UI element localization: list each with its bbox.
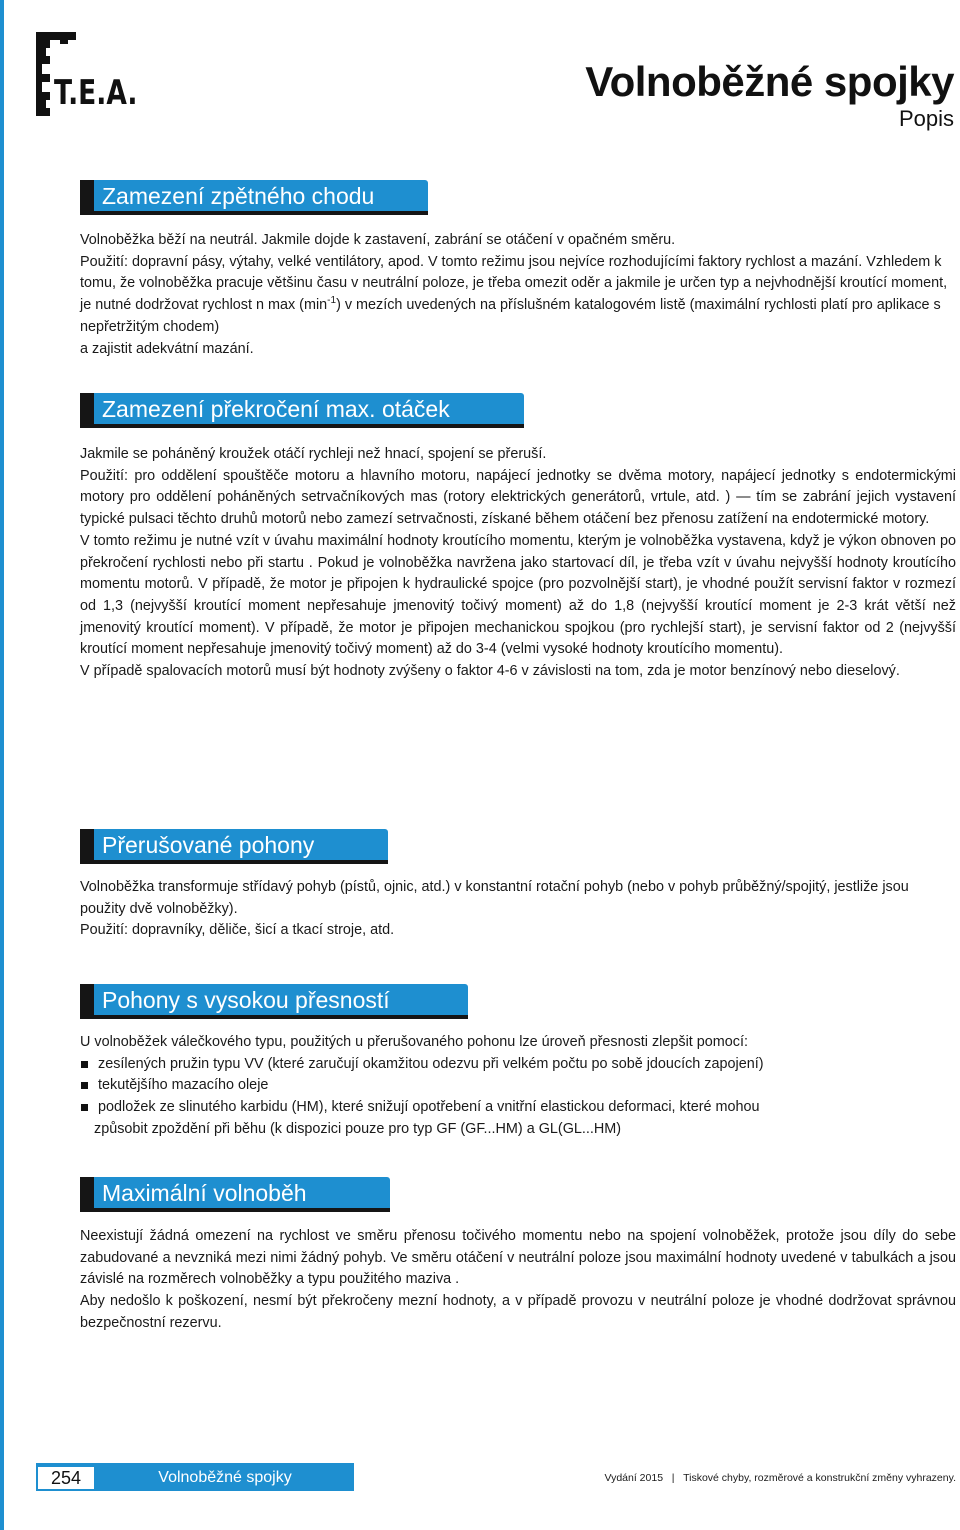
paragraph: Volnoběžka běží na neutrál. Jakmile dojde k zastavení, zabrání se otáčení v opačném směru. bbox=[80, 232, 676, 248]
section-heading-label: Přerušované pohony bbox=[102, 832, 315, 858]
page-subtitle: Popis bbox=[898, 106, 954, 131]
section-heading-label: Zamezení překročení max. otáček bbox=[102, 396, 450, 422]
section-heading-label: Maximální volnoběh bbox=[102, 1180, 307, 1206]
list-item: zesílených pružin typu VV (které zaručují okamžitou odezvu při velkém počtu po sobě jdoucích zapojení) bbox=[80, 1054, 956, 1076]
bullet-list bbox=[80, 1054, 956, 1141]
paragraph: Neexistují žádná omezení na rychlost ve směru přenosu točivého momentu nebo na spojení volnoběžek, protože jsou díly do sebe zabudované a nevzniká mezi nimi žádný pohyb. Ve směru otáčení v neutrální poloze jsou maximální hodnoty uvedené v tabulkách a jsou závislé na rozměrech volnoběžky a typu použitého maziva . bbox=[80, 1228, 956, 1288]
section-4-body bbox=[80, 1032, 956, 1141]
paragraph: Použití: pro oddělení spouštěče motoru a hlavního motoru, napájecí jednotky se dvěma motory, napájecí jednotky s endotermickými motory pro oddělení poháněných setrvačníkových mas (rotory elektrických generátorů, vrtule, atd. ) — tím se zabrání jejich vystavení typické pulsaci těchto druhů motorů nebo zamezí setrvačnosti, získané během otáčení bez přenosu zatížení na endotermické motory. bbox=[80, 467, 956, 528]
section-5-body bbox=[80, 1226, 956, 1335]
page-number: 254 bbox=[36, 1465, 96, 1491]
company-logo bbox=[32, 30, 144, 120]
paragraph: V případě spalovacích motorů musí být hodnoty zvýšeny o faktor 4-6 v závislosti na tom, zda je motor benzínový nebo dieselový. bbox=[80, 663, 900, 680]
paragraph: Volnoběžka transformuje střídavý pohyb (pístů, ojnic, atd.) v konstantní rotační pohyb (nebo v pohyb průběžný/spojitý, jestliže jsou použity dvě volnoběžky). bbox=[80, 879, 909, 917]
footer-note: Vydání 2015 | Tiskové chyby, rozměrové a konstrukční změny vyhrazeny. bbox=[604, 1472, 956, 1484]
left-edge-rule bbox=[0, 0, 4, 1530]
paragraph: Aby nedošlo k poškození, nesmí být překročeny mezní hodnoty, a v případě provozu v neutrální poloze je vhodné dodržovat správnou bezpečnostní rezervu. bbox=[80, 1293, 956, 1331]
paragraph: Použití: dopravní pásy, výtahy, velké ventilátory, apod. V tomto režimu jsou nejvíce rozhodujícími faktory rychlost a mazání. Vzhledem k tomu, že volnoběžka pracuje většinu času v neutrální poloze, je třeba omezit oděr a jakmile je určen typ a nejvhodnější kroutící moment, je nutné dodržovat rychlost n $\max (\min^{-1})$ v mezích uvedených na příslušném katalogovém listě (maximální rychlosti platí pro aplikace s nepřetržitým chodem) bbox=[80, 253, 948, 335]
paragraph: a zajistit adekvátní mazání. bbox=[80, 340, 254, 357]
bullet-square-icon bbox=[81, 1061, 88, 1068]
bullet-square-icon bbox=[81, 1104, 88, 1111]
section-3-body bbox=[80, 877, 956, 942]
list-item-continuation: způsobit zpoždění při běhu (k dispozici pouze pro typ GF (GF...HM) a GL(GL...HM) bbox=[94, 1120, 622, 1137]
list-item: tekutějšího mazacího oleje bbox=[80, 1075, 956, 1097]
paragraph: Jakmile se poháněný kroužek otáčí rychleji než hnací, spojení se přeruší. bbox=[80, 446, 547, 462]
logo-text: T.E.A. bbox=[54, 73, 138, 113]
section-heading-label: Pohony s vysokou přesností bbox=[102, 987, 390, 1013]
paragraph: V tomto režimu je nutné vzít v úvahu maximální hodnoty kroutícího momentu, kterým je volnoběžka vystavena, když je výkon obnoven po překročení rychlosti nebo při startu . Pokud je volnoběžka navržena jako startovací díl, je třeba vzít v úvahu nejvyšší hodnoty kroutícího momentu motorů. V případě, že motor je připojen k hydraulické spojce (pro pozvolnější start), je vhodné použít servisní faktor v rozmezí od 1,3 (nejvyšší kroutící moment nepřesahuje jmenovitý točivý moment) až do 1,8 (nejvyšší kroutící moment je 2-3 krát větší než jmenovitý kroutící moment). V případě, že motor je připojen mechanickou spojkou (pro rychlejší start), je servisní faktor od 2 (nejvyšší kroutící moment nepřesahuje jmenovitý točivý moment) až do 3-4 (velmi vysoké hodnoty kroutícího momentu). bbox=[80, 532, 956, 658]
paragraph: U volnoběžek válečkového typu, použitých u přerušovaného pohonu lze úroveň přesnosti zlepšit pomocí: bbox=[80, 1034, 748, 1050]
list-item: podložek ze slinutého karbidu (HM), které snižují opotřebení a vnitřní elastickou deformaci, které mohou bbox=[80, 1097, 956, 1119]
footer-title: Volnoběžné spojky bbox=[96, 1465, 354, 1491]
section-1-body bbox=[80, 230, 956, 360]
bullet-square-icon bbox=[81, 1082, 88, 1089]
paragraph: Použití: dopravníky, děliče, šicí a tkací stroje, atd. bbox=[80, 922, 395, 939]
page-title: Volnoběžné spojky bbox=[585, 58, 954, 105]
section-heading-label: Zamezení zpětného chodu bbox=[102, 183, 375, 209]
section-2-body bbox=[80, 444, 956, 683]
